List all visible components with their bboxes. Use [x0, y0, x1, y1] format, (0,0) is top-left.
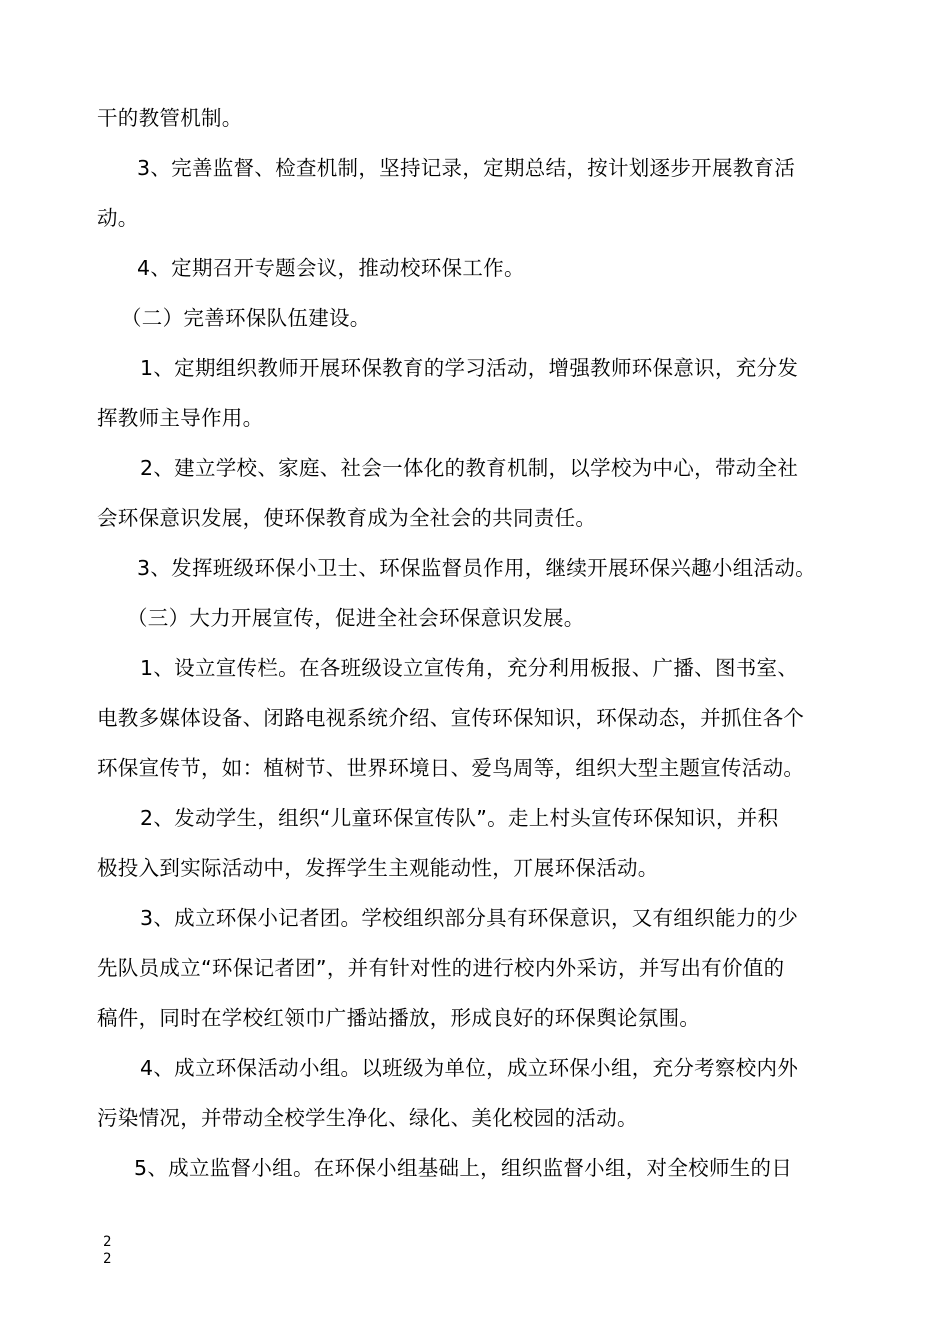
text-line: 先队员成立“环保记者团”，并有针对性的进行校内外采访，并写出有价值的	[97, 956, 785, 980]
text-line: 1、定期组织教师开展环保教育的学习活动，增强教师环保意识，充分发	[140, 356, 799, 380]
text-line: 5、成立监督小组。在环保小组基础上，组织监督小组，对全校师生的日	[134, 1156, 793, 1180]
section-heading: （二）完善环保队伍建设。	[121, 306, 371, 330]
text-line: 4、成立环保活动小组。以班级为单位，成立环保小组，充分考察校内外	[140, 1056, 799, 1080]
text-line: 3、发挥班级环保小卫士、环保监督员作用，继续开展环保兴趣小组活动。	[137, 556, 816, 580]
text-line: 3、成立环保小记者团。学校组织部分具有环保意识，又有组织能力的少	[140, 906, 799, 930]
text-line: 3、完善监督、检查机制，坚持记录，定期总结，按计划逐步开展教育活	[137, 156, 796, 180]
text-line: 4、定期召开专题会议，推动校环保工作。	[137, 256, 525, 280]
page-number-digit: 2	[103, 1251, 112, 1267]
text-line: 极投入到实际活动中，发挥学生主观能动性，丌展环保活动。	[97, 856, 659, 880]
text-line: 干的教管机制。	[97, 106, 243, 130]
text-line: 1、设立宣传栏。在各班级设立宣传角，充分利用板报、广播、图书室、	[140, 656, 799, 680]
text-line: 污染情况，并带动全校学生净化、绿化、美化校园的活动。	[97, 1106, 638, 1130]
text-line: 电教多媒体设备、闭路电视系统介绍、宣传环保知识，环保动态，并抓住各个	[97, 706, 805, 730]
text-line: 动。	[97, 206, 139, 230]
text-line: 挥教师主导作用。	[97, 406, 264, 430]
page-number-digit: 2	[103, 1234, 112, 1250]
text-line: 环保宣传节，如：植树节、世界环境日、爱鸟周等，组织大型主题宣传活动。	[97, 756, 805, 780]
text-line: 会环保意识发展，使环保教育成为全社会的共同责任。	[97, 506, 597, 530]
text-line: 稿件，同时在学校红领巾广播站播放，形成良好的环保舆论氛围。	[97, 1006, 701, 1030]
text-line: 2、发动学生，组织“儿童环保宣传队”。走上村头宣传环保知识，并积	[140, 806, 779, 830]
section-heading: （三）大力开展宣传，促进全社会环保意识发展。	[127, 606, 585, 630]
text-line: 2、建立学校、家庭、社会一体化的教育机制，以学校为中心，带动全社	[140, 456, 799, 480]
page-number	[103, 1234, 111, 1268]
